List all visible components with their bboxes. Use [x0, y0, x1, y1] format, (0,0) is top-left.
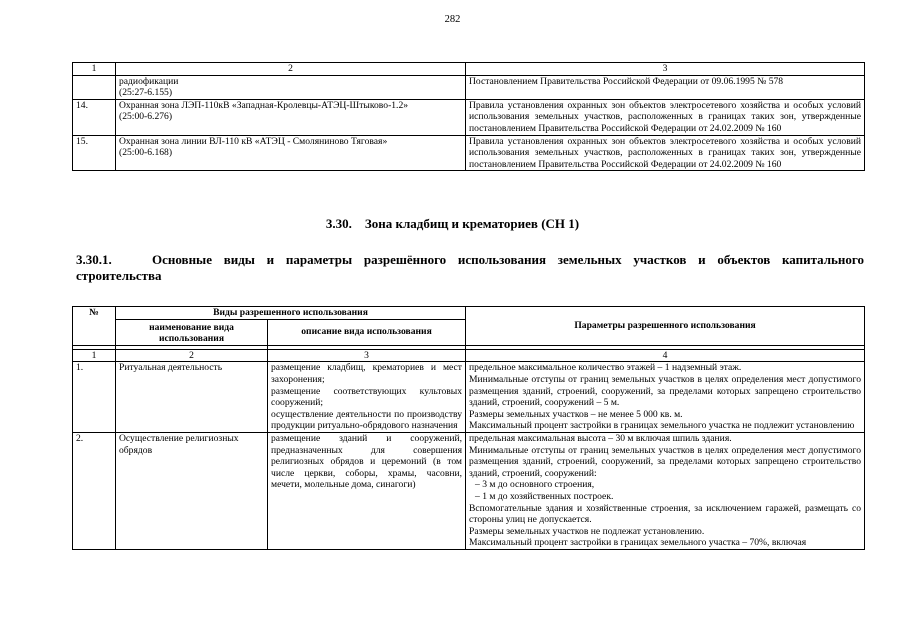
zone-cell	[116, 99, 466, 135]
header-number: №	[73, 307, 116, 346]
land-use-table	[72, 306, 865, 550]
description-line: размещение кладбищ, крематориев и мест захоронения;	[271, 362, 463, 385]
row-number	[73, 75, 116, 99]
table-row	[73, 135, 865, 171]
col-number-1: 1	[73, 63, 116, 76]
zone-code: (25:00-6.168)	[119, 147, 173, 159]
row-number: 2.	[73, 432, 116, 549]
table-header-row	[73, 63, 865, 76]
parameter-line: предельная максимальная высота – 30 м включая шпиль здания.	[469, 432, 732, 444]
parameter-line: предельное максимальное количество этажей – 1 надземный этаж.	[469, 362, 742, 374]
document-text: Постановлением Правительства Российской Федерации от 09.06.1995 № 578	[469, 75, 784, 87]
parameter-line: Минимальные отступы от границ земельных участков в целях определения мест допустимого размещения зданий, строений, сооружений, за пределами которых запрещено строительство зданий, строений, сооружений – 5 м.	[469, 373, 862, 409]
use-name: Ритуальная деятельность	[116, 362, 268, 433]
col-number-1: 1	[73, 349, 116, 362]
description-line: осуществление деятельности по производству продукции ритуально-обрядового назначения	[271, 408, 463, 432]
zone-code: (25:00-6.276)	[119, 111, 173, 123]
zone-cell	[116, 135, 466, 171]
document-cell	[466, 75, 865, 99]
col-number-2: 2	[116, 349, 268, 362]
parameter-line: Вспомогательные здания и хозяйственные строения, за исключением гаражей, размещать со стороны улиц не допускается.	[469, 502, 862, 526]
parameter-line: Максимальный процент застройки в границах земельного участка – 70%, включая	[469, 537, 807, 549]
row-number: 14.	[73, 99, 116, 135]
page-number: 282	[444, 14, 461, 25]
header-params: Параметры разрешенного использования	[466, 307, 865, 346]
document-cell	[466, 135, 865, 171]
parameter-line: Размеры земельных участков не подлежат установлению.	[469, 525, 705, 537]
col-number-4: 4	[466, 349, 865, 362]
use-name: Осуществление религиозных обрядов	[116, 432, 268, 549]
use-parameters	[466, 432, 865, 549]
use-description	[268, 362, 466, 433]
col-number-3: 3	[466, 63, 865, 76]
zone-name: радиофикации	[119, 75, 179, 87]
subsection-title: Основные виды и параметры разрешённого использования земельных участков и объектов капитального строительства	[76, 252, 864, 283]
document-cell	[466, 99, 865, 135]
col-number-3: 3	[268, 349, 466, 362]
parameter-line: – 3 м до основного строения,	[475, 479, 595, 491]
table-row	[73, 362, 865, 433]
parameter-line: Минимальные отступы от границ земельных участков в целях определения мест допустимого размещения зданий, строений, сооружений, за пределами которых запрещено строительство зданий, строений, сооружений:	[469, 444, 862, 479]
zone-name: Охранная зона линии ВЛ-110 кВ «АТЭЦ - Смоляниново Тяговая»	[119, 135, 388, 147]
description-line: размещение зданий и сооружений, предназначенных для совершения религиозных обрядов и церемоний (в том числе церкви, соборы, храмы, часовни, мечети, молельные дома, синагоги)	[271, 432, 463, 491]
section-number: 3.30.	[325, 216, 352, 231]
protection-zones-table	[72, 62, 865, 171]
subsection-number: 3.30.1.	[76, 252, 112, 267]
header-name: наименование вида использования	[116, 319, 268, 345]
table-header-row	[73, 307, 865, 320]
document-text: Правила установления охранных зон объектов электросетевого хозяйства и особых условий использования земельных участков, расположенных в границах таких зон, утвержденные постановлением Правительства Российской Федерации от 24.02.2009 № 160	[469, 99, 861, 134]
table-row	[73, 75, 865, 99]
subsection-heading	[76, 252, 864, 284]
zone-cell	[116, 75, 466, 99]
parameter-line: Максимальный процент застройки в границах земельного участка не подлежит установлению	[469, 420, 855, 432]
row-number: 15.	[73, 135, 116, 171]
use-parameters	[466, 362, 865, 433]
parameter-line: Размеры земельных участков – не менее 5 000 кв. м.	[469, 408, 683, 420]
row-number: 1.	[73, 362, 116, 433]
document-text: Правила установления охранных зон объектов электросетевого хозяйства и особых условий использования земельных участков, расположенных в границах таких зон, утвержденные постановлением Правительства Российской Федерации от 24.02.2009 № 160	[469, 135, 861, 170]
table-row	[73, 432, 865, 549]
parameter-line: – 1 м до хозяйственных построек.	[475, 490, 614, 502]
header-desc: описание вида использования	[268, 319, 466, 345]
col-number-2: 2	[116, 63, 466, 76]
description-line: размещение соответствующих культовых сооружений;	[271, 385, 463, 409]
header-group: Виды разрешенного использования	[116, 307, 466, 320]
zone-name: Охранная зона ЛЭП-110кВ «Западная-Кролевцы-АТЭЦ-Штыково-1.2»	[119, 99, 409, 111]
zone-code: (25:27-6.155)	[119, 87, 173, 99]
section-heading	[0, 216, 905, 232]
column-number-row	[73, 349, 865, 362]
use-description	[268, 432, 466, 549]
table-row	[73, 99, 865, 135]
section-title: Зона кладбищ и крематориев (СН 1)	[364, 216, 580, 231]
